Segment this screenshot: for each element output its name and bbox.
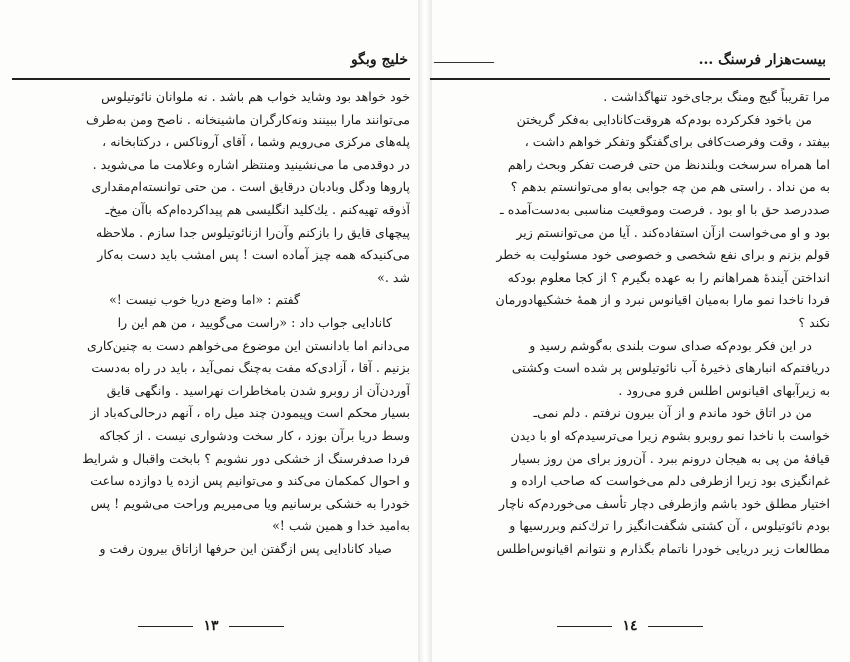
text-line: گفتم : «اما وضع دریا خوب نیست !» [109,292,300,308]
footer-rule [648,626,703,627]
text-line: بودم نائوتیلوس ، آن کشتی شگفت‌انگیز را ترك‌کنم وبررسیها و [509,518,830,534]
text-line: می‌توانند مارا ببینند ونه‌کارگران ماشینخانه . ناصح ومن به‌طرف [86,111,410,127]
text-line: دریافتم‌که انبارهای ذخیرهٔ آب نائوتیلوس پر شده است وکشتی [511,360,830,376]
text-line: بسیار محکم است وپیمودن چند میل راه ، آنهم درحالی‌که‌باد از [90,405,410,421]
text-line: آذوقه تهیه‌کنم . یك‌کلید انگلیسی هم پیداکرده‌ام‌که باآن میخ‌ـ [105,201,410,217]
header-rule [434,62,494,63]
right-page [430,48,830,638]
text-line: انداختن آیندهٔ همراهانم را به عهده بگیرم ؟ از کجا معلوم بودکه [507,269,830,285]
left-page [12,48,410,638]
text-line: مرا تقریباً گیج ومنگ برجای‌خود تنهاگذاشت . [603,89,830,104]
text-line: می‌کنیدکه همه چیز آماده است ! پس امشب باید دست به‌کار [97,247,410,263]
text-line: پیچهای قایق را بازکنم وآن‌را ازنائوتیلوس جدا سازم . ملاحظه [95,224,410,240]
text-line: صددرصد حق با او بود . فرصت وموقعیت مناسبی به‌دست‌آمده ـ [500,201,830,217]
text-line: قولم بزنم و برای نفع شخصی و خصوصی خود مسئولیت به خطر [496,247,830,263]
text-line: غم‌انگیزی بود زیرا ازطرفی دلم می‌خواست که صاحب اراده و [511,473,830,489]
text-line: اما همراه سرسخت وبلندنظ من حتی فرصت تفکر وبحث راهم [507,156,830,172]
text-line: فردا صدفرسنگ از خشکی دور نشویم ؟ بابخت واقبال و شرایط [82,450,410,466]
text-line: بیفتد ، وقت وفرصت‌کافی برای‌گفتگو وتفکر خواهم داشت ، [524,134,830,150]
text-line: خود خواهد بود وشاید خواب هم باشد . نه ملوانان نائوتیلوس [101,89,410,104]
text-line: خودرا به خشکی برسانیم ویا می‌میریم وراحت می‌شویم ! پس [90,495,410,511]
text-line: بزنیم . آقا ، آزادی‌که مفت به‌چنگ نمی‌آید ، باید در راه به‌دست [91,360,410,376]
text-line: آوردن‌آن از روبرو شدن بامخاطرات نهراسید . وانگهی قایق [106,382,410,398]
text-line: در دوقدمی ما می‌نشینید ومنتظر اشاره وعلامت ما می‌شوید . [92,156,410,172]
text-line: می‌دانم اما بادانستن این موضوع می‌خواهم دست به چنین‌کاری [86,337,410,353]
text-line: صیاد کانادایی پس ازگفتن این حرفها ازاتاق بیرون رفت و [99,540,392,556]
text-line: من در اتاق خود ماندم و از آن بیرون نرفتم . دلم نمی‌ـ [533,405,812,421]
footer-rule [229,626,284,627]
left-page-text [12,86,410,560]
left-running-title: خلیج وبگو [350,52,408,68]
right-page-number: ۱٤ [622,618,638,634]
left-page-number: ۱۳ [203,618,219,634]
text-line: به‌امید خدا و همین شب !» [272,518,410,534]
text-line: مطالعات زیر دریایی خودرا ناتمام بگذارم و نتوانم اقیانوس‌اطلس [496,540,830,556]
left-page-footer [12,618,410,638]
text-line: در این فکر بودم‌که صدای سوت بلندی به‌گوشم رسید و [529,337,812,353]
right-running-title: بیست‌هزار فرسنگ ... [698,52,826,68]
text-line: و احوال کمکمان می‌کند و می‌توانیم پس ازده یا دوازده ساعت [90,473,410,489]
text-line: قیافهٔ من پی به هیجان درونم ببرد . آن‌روز برای من روز بسیار [511,450,830,466]
footer-rule [557,626,612,627]
text-line: فردا ناخدا نمو مارا به‌میان اقیانوس نبرد و از همهٔ خشکیهادورمان [495,292,830,308]
text-line: پاروها ودگل وبادبان درقایق است . من حتی توانسته‌ام‌مقداری [91,179,410,195]
text-line: شد .» [377,269,410,285]
left-page-header [12,48,410,80]
text-line: نکند ؟ [798,314,830,330]
right-page-footer [430,618,830,638]
text-line: پله‌های مرکزی می‌رویم وشما ، آقای آروناکس ، درکتابخانه ، [102,134,410,150]
text-line: وسط دریا برآن بوزد ، کار سخت ودشواری نیست . از کجاکه [99,427,410,443]
footer-rule [138,626,193,627]
right-page-text [430,86,830,560]
text-line: خواست با ناخدا نمو روبرو بشوم زیرا می‌ترسیدم‌که او با دیدن [510,427,830,443]
text-line: به زیرآبهای اقیانوس اطلس فرو می‌رود . [618,382,830,398]
text-line: من باخود فکرکرده بودم‌که هروقت‌کانادایی به‌فکر گریختن [516,111,812,127]
text-line: بود و او می‌خواست ازآن استفاده‌کند . آیا من می‌توانستم زیر [516,224,830,240]
text-line: کانادایی جواب داد : «راست می‌گویید ، من هم این را [117,314,392,330]
text-line: به من نداد . راستی هم من چه جوابی به‌او می‌توانستم بدهم ؟ [510,179,830,195]
right-page-header [430,48,830,80]
text-line: اختیار مطلق خود باشم وازطرفی دچار تأسف می‌خوردم‌که ناچار [499,495,830,511]
